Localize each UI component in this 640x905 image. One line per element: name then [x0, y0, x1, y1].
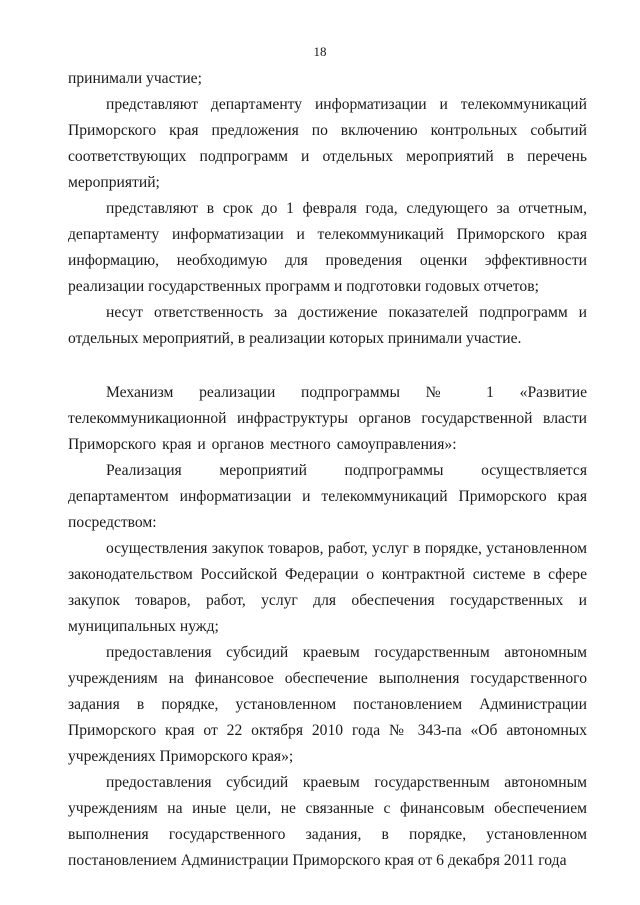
paragraph-procurement: осуществления закупок товаров, работ, услуг в порядке, установленном законодательством Российской Федерации о контрактной системе в сфере закупок товаров, работ, услуг для обеспечения государственных и муниципальных нужд; [68, 540, 587, 635]
document-body [68, 66, 587, 874]
paragraph-deadline: представляют в срок до 1 февраля года, следующего за отчетным, департаменту информатизации и телекоммуникаций Приморского края информацию, необходимую для проведения оценки эффективности реализации государственных программ и подготовки годовых отчетов; [68, 200, 587, 295]
paragraph-implementation: Реализация мероприятий подпрограммы осуществляется департаментом информатизации и телекоммуникаций Приморского края посредством: [68, 462, 587, 531]
section-heading: Механизм реализации подпрограммы № 1 «Развитие телекоммуникационной инфраструктуры органов государственной власти Приморского края и органов местного самоуправления»: [68, 384, 587, 453]
paragraph-responsibility: несут ответственность за достижение показателей подпрограмм и отдельных мероприятий, в реализации которых принимали участие. [68, 304, 587, 347]
paragraph-proposals: представляют департаменту информатизации и телекоммуникаций Приморского края предложения по включению контрольных событий соответствующих подпрограмм и отдельных мероприятий в перечень мероприятий; [68, 96, 587, 191]
paragraph-subsidies-task: предоставления субсидий краевым государственным автономным учреждениям на финансовое обеспечение выполнения государственного задания в порядке, установленном постановлением Администрации Приморского края от 22 октября 2010 года № 343-па «Об автономных учреждениях Приморского края»; [68, 644, 587, 765]
paragraph-continuation: принимали участие; [68, 70, 202, 87]
page-number: 18 [313, 44, 327, 59]
paragraph-subsidies-other: предоставления субсидий краевым государственным автономным учреждениям на иные цели, не связанные с финансовым обеспечением выполнения государственного задания, в порядке, установленном постановлением Администрации Приморского края от 6 декабря 2011 года [68, 774, 587, 869]
